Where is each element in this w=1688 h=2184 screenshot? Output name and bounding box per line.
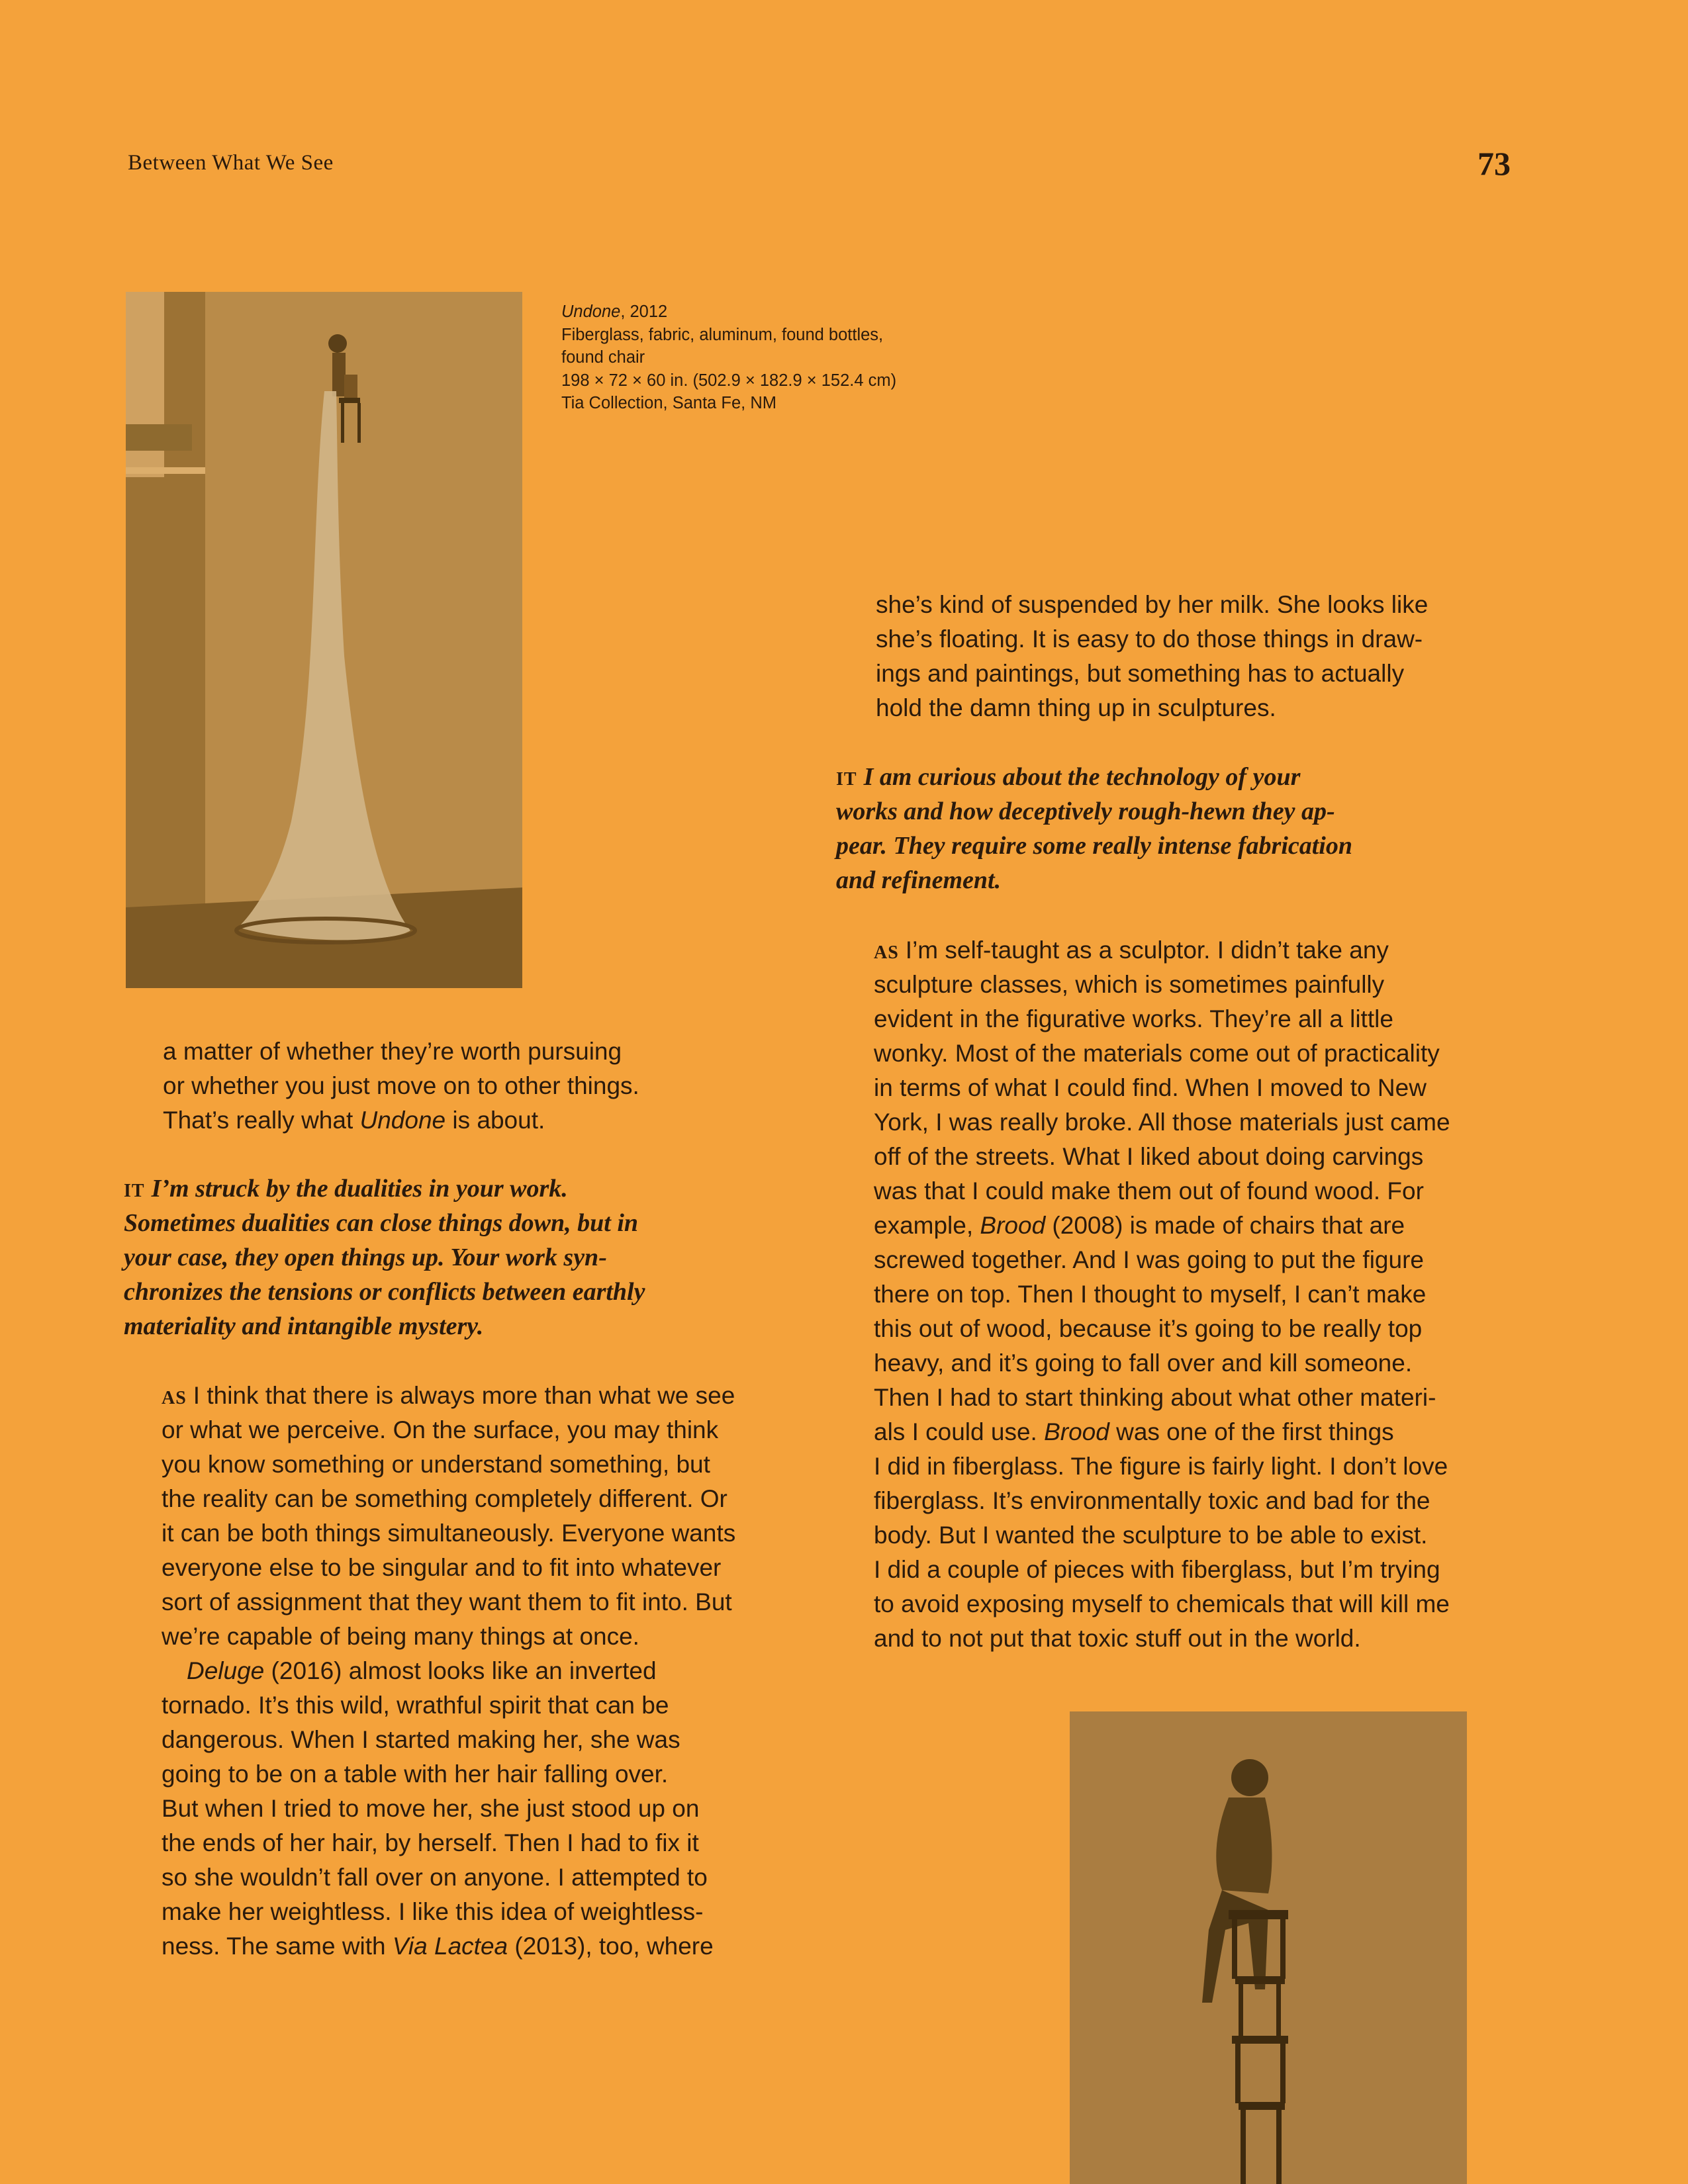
text-line: I did in fiberglass. The figure is fairly light. I don’t love — [874, 1453, 1448, 1480]
artwork-title: Undone — [359, 1107, 446, 1134]
caption-materials: Fiberglass, fabric, aluminum, found bottles, — [561, 325, 884, 344]
text-line: AS I’m self-taught as a sculptor. I didn’t take any — [874, 936, 1389, 964]
text-line: and to not put that toxic stuff out in the world. — [874, 1625, 1361, 1652]
caption-dimensions: 198 × 72 × 60 in. (502.9 × 182.9 × 152.4 cm) — [561, 371, 897, 390]
brood-sculpture-photo — [1070, 1711, 1467, 2184]
text-line: Deluge (2016) almost looks like an inverted — [187, 1657, 657, 1684]
text-line: sort of assignment that they want them to fit into. But — [162, 1588, 732, 1615]
text-line: ings and paintings, but something has to actually — [876, 660, 1405, 687]
artwork-title: Brood — [1044, 1418, 1109, 1445]
text-line: heavy, and it’s going to fall over and kill someone. — [874, 1349, 1413, 1377]
text-line: she’s kind of suspended by her milk. She looks like — [876, 591, 1429, 618]
text-line: the ends of her hair, by herself. Then I had to fix it — [162, 1829, 699, 1856]
text-line: this out of wood, because it’s going to be really top — [874, 1315, 1423, 1342]
sculpture-figure-icon — [126, 292, 522, 988]
text-line: you know something or understand something, but — [162, 1451, 710, 1478]
text-line: we’re capable of being many things at once. — [162, 1623, 639, 1650]
text-line: als I could use. Brood was one of the first things — [874, 1418, 1394, 1445]
artwork-title: Via Lactea — [392, 1933, 508, 1960]
text-line: pear. They require some really intense fabrication — [836, 832, 1353, 860]
text-line: make her weightless. I like this idea of weightless- — [162, 1898, 704, 1925]
text-line: off of the streets. What I liked about doing carvings — [874, 1143, 1424, 1170]
text-line: materiality and intangible mystery. — [124, 1312, 484, 1340]
text-line: it can be both things simultaneously. Everyone wants — [162, 1520, 736, 1547]
caption-title-line — [561, 300, 972, 324]
text-line: sculpture classes, which is sometimes painfully — [874, 971, 1385, 998]
speaker-tag: AS — [874, 942, 899, 963]
text-line: works and how deceptively rough-hewn they ap- — [836, 797, 1335, 825]
text-line: wonky. Most of the materials come out of practicality — [874, 1040, 1440, 1067]
text-line: or what we perceive. On the surface, you may think — [162, 1416, 719, 1443]
text-line: example, Brood (2008) is made of chairs that are — [874, 1212, 1405, 1239]
text-line: and refinement. — [836, 866, 1002, 894]
text-line: dangerous. When I started making her, she was — [162, 1726, 680, 1753]
text-line: ness. The same with Via Lactea (2013), too, where — [162, 1933, 714, 1960]
text-line: the reality can be something completely different. Or — [162, 1485, 727, 1512]
artwork-title: Brood — [980, 1212, 1046, 1239]
text-line: hold the damn thing up in sculptures. — [876, 694, 1276, 721]
caption-collection: Tia Collection, Santa Fe, NM — [561, 394, 777, 412]
text-line: AS I think that there is always more than what we see — [162, 1382, 735, 1409]
answer-paragraph-continued — [876, 588, 1428, 725]
text-line: your case, they open things up. Your work syn- — [124, 1244, 607, 1271]
text-line: a matter of whether they’re worth pursuing — [163, 1038, 622, 1065]
text-line: tornado. It’s this wild, wrathful spirit that can be — [162, 1692, 669, 1719]
text-line: screwed together. And I was going to put the figure — [874, 1246, 1424, 1273]
sculpture-figure-icon — [1070, 1711, 1467, 2184]
caption-year: , 2012 — [620, 302, 668, 321]
interviewer-question — [836, 760, 1352, 897]
running-header: Between What We See — [128, 151, 334, 175]
text-line: IT I am curious about the technology of your — [836, 763, 1301, 791]
text-line: she’s floating. It is easy to do those things in draw- — [876, 625, 1423, 653]
text-line: going to be on a table with her hair falling over. — [162, 1760, 669, 1788]
text-line: fiberglass. It’s environmentally toxic and bad for the — [874, 1487, 1430, 1514]
caption-title: Undone — [561, 302, 621, 321]
text-line: was that I could make them out of found wood. For — [874, 1177, 1424, 1205]
text-line: York, I was really broke. All those materials just came — [874, 1109, 1450, 1136]
text-line: so she wouldn’t fall over on anyone. I attempted to — [162, 1864, 708, 1891]
text-line: to avoid exposing myself to chemicals that will kill me — [874, 1590, 1450, 1617]
text-line: or whether you just move on to other things. — [163, 1072, 639, 1099]
text-line: But when I tried to move her, she just stood up on — [162, 1795, 700, 1822]
speaker-tag: AS — [162, 1388, 187, 1408]
text-line: Sometimes dualities can close things down, but in — [124, 1209, 639, 1237]
image-caption — [561, 300, 972, 415]
text-line: evident in the figurative works. They’re all a little — [874, 1005, 1393, 1032]
artist-answer — [874, 933, 1450, 1656]
text-line: IT I’m struck by the dualities in your work. — [124, 1175, 568, 1203]
speaker-tag: IT — [836, 769, 857, 790]
undone-sculpture-photo — [126, 292, 522, 988]
artwork-title: Deluge — [187, 1657, 265, 1684]
text-line: body. But I wanted the sculpture to be able to exist. — [874, 1522, 1428, 1549]
text-line: Then I had to start thinking about what other materi- — [874, 1384, 1436, 1411]
page-number: 73 — [1477, 145, 1511, 182]
text-line: in terms of what I could find. When I moved to New — [874, 1074, 1427, 1101]
text-line: everyone else to be singular and to fit into whatever — [162, 1554, 722, 1581]
answer-paragraph — [163, 1034, 639, 1138]
speaker-tag: IT — [124, 1181, 145, 1201]
text-line: chronizes the tensions or conflicts between earthly — [124, 1278, 645, 1306]
interviewer-question — [124, 1171, 645, 1343]
text-line: That’s really what Undone is about. — [163, 1107, 545, 1134]
text-line: there on top. Then I thought to myself, I can’t make — [874, 1281, 1427, 1308]
artist-answer — [162, 1379, 735, 1964]
caption-materials-cont: found chair — [561, 348, 645, 367]
text-line: I did a couple of pieces with fiberglass, but I’m trying — [874, 1556, 1440, 1583]
